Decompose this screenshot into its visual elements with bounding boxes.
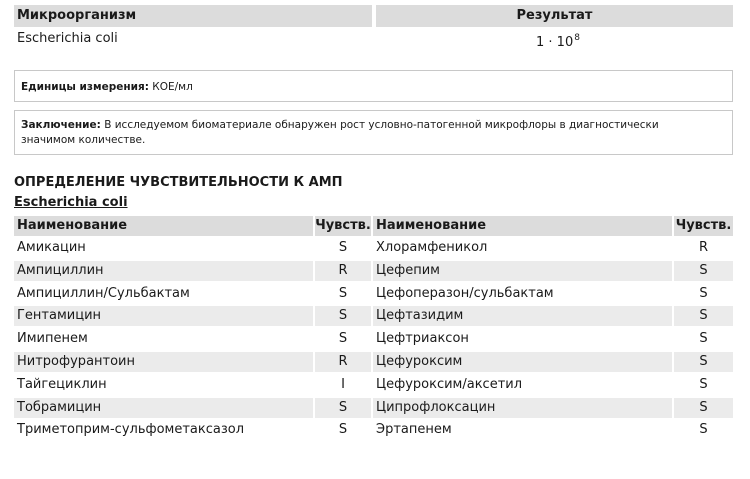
col-header-name-left: Наименование (14, 216, 313, 236)
units-label: Единицы измерения: (21, 81, 149, 93)
units-box (14, 70, 733, 102)
sensitivity-right: R (698, 240, 709, 255)
result-value-base: 1 · 10 (536, 35, 574, 50)
sensitivity-left: R (315, 352, 371, 372)
drug-name-right: Цефтазидим (373, 306, 672, 326)
sensitivity-right: S (674, 398, 733, 418)
conclusion-box (14, 110, 733, 155)
drug-name-right: Цефуроксим/аксетил (376, 376, 523, 392)
conclusion-label: Заключение: (21, 119, 101, 131)
drug-name-right: Цефоперазон/сульбактам (376, 285, 554, 301)
drug-name-right: Цефепим (373, 261, 672, 281)
sensitivity-left: I (341, 376, 345, 392)
drug-name-left: Ампициллин (14, 261, 313, 281)
col-header-sens-right: Чувств. (674, 216, 733, 236)
sensitivity-right: S (699, 422, 708, 438)
drug-name-left: Имипенем (17, 331, 88, 347)
sensitivity-left: S (338, 422, 348, 438)
drug-name-right: Цефтриаксон (376, 331, 469, 347)
sensitivity-left: S (338, 331, 348, 347)
drug-name-left: Тайгециклин (17, 376, 107, 392)
drug-name-left: Ампициллин/Сульбактам (17, 285, 190, 301)
drug-name-right: Эртапенем (376, 422, 452, 438)
result-value (536, 33, 580, 50)
drug-name-left: Амикацин (17, 240, 86, 255)
drug-name-left: Гентамицин (14, 306, 313, 326)
drug-name-left: Триметоприм-сульфометаксазол (17, 422, 245, 438)
sensitivity-right: S (699, 331, 708, 347)
sensitivity-right: S (674, 261, 733, 281)
header-microorganism: Микроорганизм (14, 5, 372, 27)
sensitivity-left: S (338, 285, 348, 301)
drug-name-right: Цефуроксим (373, 352, 672, 372)
sensitivity-left: S (338, 240, 348, 255)
units-value: КОЕ/мл (152, 81, 193, 93)
sensitivity-right: S (699, 285, 708, 301)
result-value-exponent: 8 (574, 33, 580, 43)
drug-name-right: Хлорамфеникол (376, 240, 488, 255)
col-header-name-right: Наименование (373, 216, 672, 236)
sensitivity-left: R (315, 261, 371, 281)
col-header-sens-left: Чувств. (315, 216, 371, 236)
organism-name: Escherichia coli (17, 31, 118, 46)
drug-name-right: Ципрофлоксацин (373, 398, 672, 418)
header-result: Результат (376, 5, 733, 27)
sensitivity-left: S (315, 398, 371, 418)
sensitivity-right: S (699, 376, 708, 392)
conclusion-text: В исследуемом биоматериале обнаружен рост условно-патогенной микрофлоры в диагностически значимом количестве. (21, 119, 659, 146)
amp-section-title: ОПРЕДЕЛЕНИЕ ЧУВСТВИТЕЛЬНОСТИ К АМП (14, 175, 343, 190)
sensitivity-left: S (315, 306, 371, 326)
sensitivity-right: S (674, 352, 733, 372)
amp-organism-title: Escherichia coli (14, 195, 128, 210)
drug-name-left: Нитрофурантоин (14, 352, 313, 372)
sensitivity-right: S (674, 306, 733, 326)
drug-name-left: Тобрамицин (14, 398, 313, 418)
